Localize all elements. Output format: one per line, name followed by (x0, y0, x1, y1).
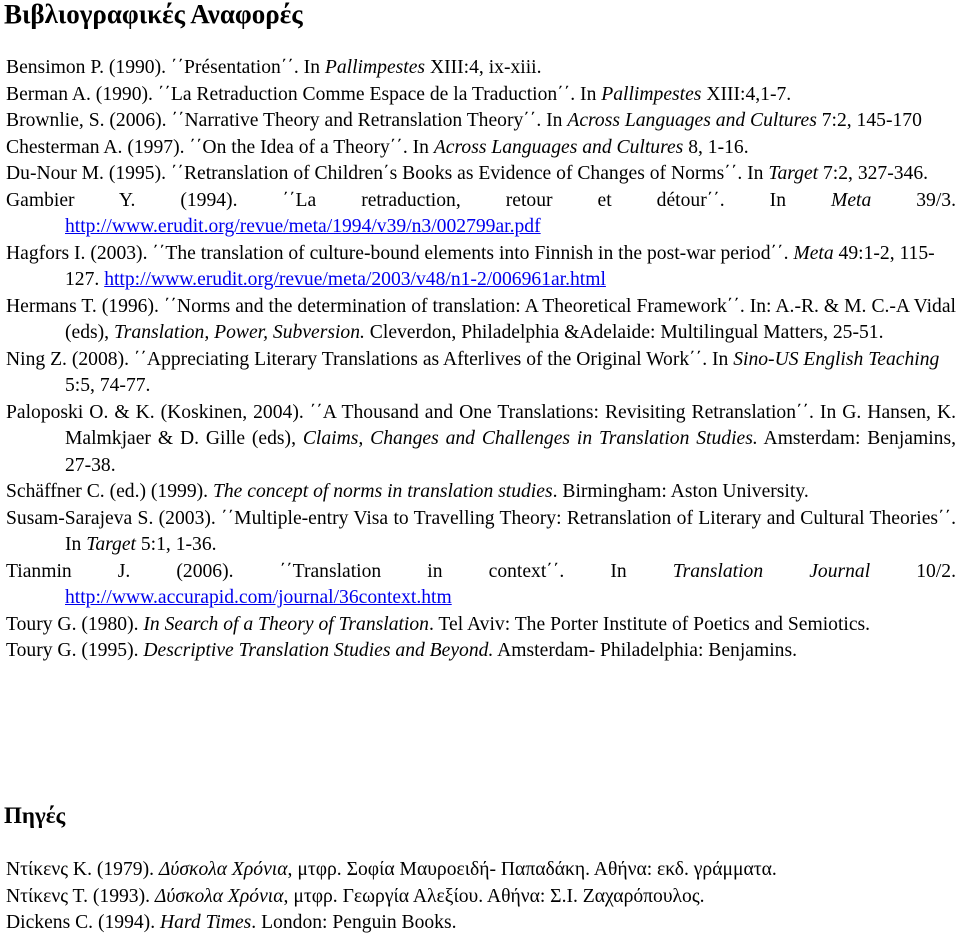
reference-text: , μτφρ. Σοφία Μαυροειδή- Παπαδάκη. Αθήνα: εκδ. γράμματα. (287, 859, 777, 880)
italic-title: Translation, Power, Subversion. (113, 322, 365, 343)
reference-link[interactable]: http://www.erudit.org/revue/meta/2003/v48/n1-2/006961ar.html (104, 269, 606, 290)
reference-entry (6, 479, 956, 506)
italic-title: Hard Times (160, 912, 252, 933)
reference-entry (6, 559, 956, 612)
reference-entry (6, 294, 956, 347)
reference-text: Ντίκενς Τ. (1993). (6, 885, 155, 907)
reference-entry (6, 638, 956, 665)
source-entry (6, 857, 956, 884)
reference-entry (6, 612, 956, 639)
italic-title: Target (86, 534, 136, 555)
reference-text: Amsterdam- Philadelphia: Benjamins. (493, 640, 797, 661)
italic-title: Sino-US English Teaching (733, 348, 940, 370)
reference-link[interactable]: http://www.erudit.org/revue/meta/1994/v39/n3/002799ar.pdf (65, 216, 541, 237)
italic-title: Meta (793, 242, 834, 264)
reference-text: 7:2, 145-170 (816, 110, 922, 131)
reference-entry (6, 55, 956, 82)
reference-text: , μτφρ. Γεωργία Αλεξίου. Αθήνα: Σ.Ι. Ζαχαρόπουλος. (283, 885, 705, 907)
italic-title: In Search of a Theory of Translation (143, 613, 429, 635)
page-title: Βιβλιογραφικές Αναφορές (4, 0, 303, 29)
italic-title: Δύσκολα Χρόνια (158, 859, 288, 880)
italic-title: Pallimpestes (324, 57, 426, 78)
reference-text: XIII:4,1-7. (701, 83, 792, 105)
italic-title: Descriptive Translation Studies and Beyond. (143, 640, 494, 661)
reference-text: Amsterdam: Benjamins, 27-38. (65, 428, 956, 476)
reference-text: Schäffner C. (ed.) (1999). (6, 481, 213, 502)
reference-text: Toury G. (1995). (6, 640, 144, 661)
reference-text: . Tel Aviv: The Porter Institute of Poetics and Semiotics. (428, 613, 871, 635)
italic-title: Meta (831, 189, 872, 211)
reference-text: Gambier Y. (1994). ΄΄La retraduction, retour et détour΄΄. In (6, 189, 831, 211)
reference-text: Paloposki O. & K. (Koskinen, 2004). ΄΄A Thousand and One Translations: Revisiting Retranslation΄΄. In G. Hansen, K. Malmkjaer & D. Gille (eds), (6, 401, 956, 449)
reference-text: 39/3. (871, 189, 956, 211)
reference-text: Ning Z. (2008). ΄΄Appreciating Literary Translations as Afterlives of the Original Work΄΄. In (6, 348, 734, 370)
reference-text: Bensimon P. (1990). ΄΄Présentation΄΄. In (6, 57, 325, 78)
italic-title: Across Languages and Cultures (567, 110, 817, 131)
reference-text: Ντίκενς Κ. (1979). (6, 859, 159, 880)
reference-text: . London: Penguin Books. (251, 912, 457, 933)
reference-entry (6, 135, 956, 162)
reference-text: 5:1, 1-36. (135, 534, 217, 555)
reference-text: Berman A. (1990). ΄΄La Retraduction Comme Espace de la Traduction΄΄. In (6, 83, 602, 105)
italic-title: The concept of norms in translation studies (212, 481, 553, 502)
reference-text: 5:5, 74-77. (65, 375, 151, 396)
reference-entry (6, 506, 956, 559)
reference-entry (6, 400, 956, 480)
reference-link[interactable]: http://www.accurapid.com/journal/36context.htm (65, 587, 452, 608)
reference-text: 8, 1-16. (683, 136, 749, 158)
reference-text: Du-Nour M. (1995). ΄΄Retranslation of Children΄s Books as Evidence of Changes of Norms΄΄. In (6, 163, 769, 184)
reference-entry (6, 188, 956, 241)
reference-text: 10/2. (870, 560, 956, 582)
reference-entry (6, 82, 956, 109)
bibliography-list (6, 55, 956, 665)
reference-text: 49:1-2, 115-127. (65, 242, 935, 290)
reference-entry (6, 108, 956, 135)
reference-text: Hagfors I. (2003). ΄΄The translation of culture-bound elements into Finnish in the post-war period΄΄. (6, 242, 794, 264)
reference-text: . Birmingham: Aston University. (552, 481, 809, 502)
italic-title: Target (768, 163, 819, 184)
reference-text: Dickens C. (1994). (6, 912, 161, 933)
sources-list (6, 857, 956, 937)
reference-entry (6, 347, 956, 400)
reference-entry (6, 161, 956, 188)
reference-text: Toury G. (1980). (6, 613, 144, 635)
sources-heading: Πηγές (4, 803, 66, 828)
source-entry (6, 884, 956, 911)
italic-title: Across Languages and Cultures (433, 136, 684, 158)
reference-text: XIII:4, ix-xiii. (425, 57, 542, 78)
reference-text: Cleverdon, Philadelphia &Adelaide: Multilingual Matters, 25-51. (364, 322, 884, 343)
italic-title: Δύσκολα Χρόνια (154, 885, 284, 907)
reference-entry (6, 241, 956, 294)
italic-title: Pallimpestes (601, 83, 702, 105)
reference-text: Hermans T. (1996). ΄΄Norms and the determination of translation: A Theoretical Framework΄΄. In: A.-R. & M. C.-A Vidal (eds), (6, 295, 956, 343)
source-entry (6, 910, 956, 937)
reference-text: Tianmin J. (2006). ΄΄Translation in context΄΄. In (6, 560, 673, 582)
italic-title: Translation Journal (672, 560, 871, 582)
italic-title: Claims, Changes and Challenges in Translation Studies. (302, 428, 758, 449)
reference-text: 7:2, 327-346. (818, 163, 929, 184)
reference-text: Susam-Sarajeva S. (2003). ΄΄Multiple-entry Visa to Travelling Theory: Retranslation of Literary and Cultural Theories΄΄. In (6, 507, 956, 555)
reference-text: Chesterman A. (1997). ΄΄On the Idea of a Theory΄΄. In (6, 136, 434, 158)
reference-text: Brownlie, S. (2006). ΄΄Narrative Theory and Retranslation Theory΄΄. In (6, 110, 568, 131)
